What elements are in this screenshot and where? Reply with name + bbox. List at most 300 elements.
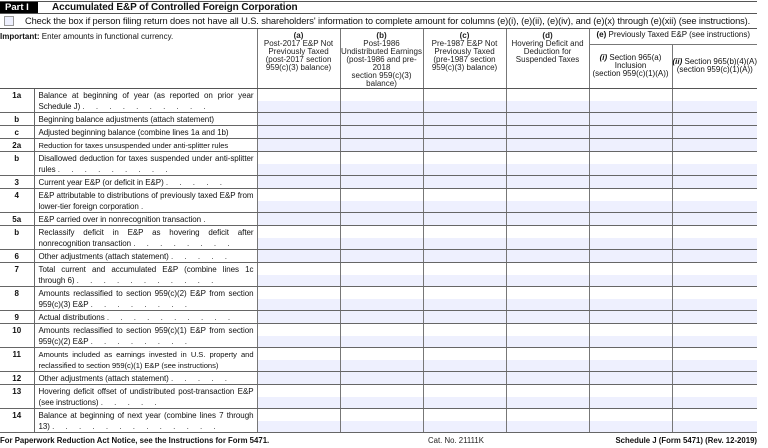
part-header bbox=[0, 2, 757, 14]
line-number: 11 bbox=[0, 348, 34, 372]
amount-input-e_i[interactable] bbox=[590, 397, 672, 408]
amount-cell-e_ii bbox=[672, 250, 757, 263]
line-description bbox=[34, 409, 257, 433]
column-header-line: (pre-1987 section bbox=[433, 55, 496, 64]
amount-cell-c bbox=[423, 287, 506, 311]
line-description bbox=[34, 189, 257, 213]
amount-cell-d bbox=[506, 152, 589, 176]
amount-input-d[interactable] bbox=[507, 275, 589, 286]
amount-cell-e_ii bbox=[672, 113, 757, 126]
amount-cell-e_ii bbox=[672, 385, 757, 409]
amount-input-e_ii[interactable] bbox=[673, 250, 758, 262]
amount-input-c[interactable] bbox=[424, 299, 506, 310]
leader-dots: . . . . . . . . . . . bbox=[76, 276, 218, 285]
column-e-ii-header bbox=[672, 44, 757, 88]
amount-input-e_ii[interactable] bbox=[673, 139, 758, 151]
line-text: Beginning balance adjustments (attach statement) bbox=[38, 115, 214, 124]
line-description bbox=[34, 176, 257, 189]
amount-cell-c bbox=[423, 213, 506, 226]
column-header-line: Previously Taxed bbox=[268, 47, 329, 56]
amount-cell-a bbox=[257, 176, 340, 189]
table-row bbox=[0, 324, 757, 348]
catalog-number: Cat. No. 21111K bbox=[428, 435, 484, 445]
amount-cell-c bbox=[423, 385, 506, 409]
column-letter: (d) bbox=[542, 31, 553, 40]
amount-input-e_ii[interactable] bbox=[673, 311, 758, 323]
amount-cell-d bbox=[506, 385, 589, 409]
amount-input-e_i[interactable] bbox=[590, 101, 672, 112]
amount-input-d[interactable] bbox=[507, 336, 589, 347]
column-letter: (a) bbox=[293, 31, 304, 40]
amount-input-e_ii[interactable] bbox=[673, 275, 758, 286]
amount-cell-a bbox=[257, 139, 340, 152]
amount-input-e_i[interactable] bbox=[590, 213, 672, 225]
line-description bbox=[34, 311, 257, 324]
amount-cell-c bbox=[423, 263, 506, 287]
line-description bbox=[34, 385, 257, 409]
amount-input-b[interactable] bbox=[341, 360, 423, 371]
amount-input-a[interactable] bbox=[258, 176, 340, 188]
amount-cell-d bbox=[506, 311, 589, 324]
line-description bbox=[34, 89, 257, 113]
amount-input-d[interactable] bbox=[507, 360, 589, 371]
line-description bbox=[34, 213, 257, 226]
amount-input-a[interactable] bbox=[258, 101, 340, 112]
line-text: Amounts reclassified to section 959(c)(2) E&P from section 959(c)(3) E&P bbox=[38, 289, 254, 309]
amount-cell-b bbox=[340, 287, 423, 311]
amount-input-e_ii[interactable] bbox=[673, 372, 758, 384]
amount-input-e_i[interactable] bbox=[590, 360, 672, 371]
amount-input-a[interactable] bbox=[258, 299, 340, 310]
amount-input-c[interactable] bbox=[424, 126, 506, 138]
amount-input-c[interactable] bbox=[424, 421, 506, 432]
amount-cell-a bbox=[257, 263, 340, 287]
line-number: b bbox=[0, 152, 34, 176]
amount-input-b[interactable] bbox=[341, 372, 423, 384]
amount-cell-d bbox=[506, 113, 589, 126]
amount-input-b[interactable] bbox=[341, 126, 423, 138]
amount-cell-d bbox=[506, 176, 589, 189]
amount-input-e_i[interactable] bbox=[590, 311, 672, 323]
amount-cell-a bbox=[257, 324, 340, 348]
amount-input-a[interactable] bbox=[258, 164, 340, 175]
table-row bbox=[0, 263, 757, 287]
amount-cell-c bbox=[423, 250, 506, 263]
leader-dots: . . . . . . . . bbox=[90, 337, 192, 346]
amount-input-b[interactable] bbox=[341, 101, 423, 112]
leader-dots: . . . . . bbox=[170, 374, 232, 383]
amount-input-a[interactable] bbox=[258, 126, 340, 138]
amount-input-e_i[interactable] bbox=[590, 126, 672, 138]
line-text: Other adjustments (attach statement) bbox=[38, 374, 169, 383]
amount-input-d[interactable] bbox=[507, 299, 589, 310]
amount-cell-d bbox=[506, 348, 589, 372]
line-text: Reduction for taxes unsuspended under anti-splitter rules bbox=[38, 141, 229, 150]
amount-input-e_i[interactable] bbox=[590, 201, 672, 212]
leader-dots: . . . . . bbox=[170, 252, 232, 261]
amount-cell-e_ii bbox=[672, 311, 757, 324]
amount-input-d[interactable] bbox=[507, 238, 589, 249]
amount-cell-d bbox=[506, 409, 589, 433]
line-number: 9 bbox=[0, 311, 34, 324]
line-description bbox=[34, 348, 257, 372]
line-number: 4 bbox=[0, 189, 34, 213]
line-number: 3 bbox=[0, 176, 34, 189]
amount-input-d[interactable] bbox=[507, 311, 589, 323]
line-number: b bbox=[0, 113, 34, 126]
column-header-line: section 959(c)(3) balance) bbox=[351, 71, 412, 88]
amount-input-b[interactable] bbox=[341, 275, 423, 286]
amount-input-a[interactable] bbox=[258, 250, 340, 262]
line-number: 8 bbox=[0, 287, 34, 311]
checkbox-label: Check the box if person filing return does not have all U.S. shareholders' information to complete amount for columns (e)(i), (e)(ii), (e)(iv), and (e)(x) through (e)(xii) (see instructions). bbox=[25, 16, 751, 26]
table-row bbox=[0, 189, 757, 213]
amount-input-d[interactable] bbox=[507, 126, 589, 138]
line-text: Amounts included as earnings invested in U.S. property and reclassified to section 959(c)(1) E&P (see instructions) bbox=[38, 350, 254, 370]
amount-cell-a bbox=[257, 189, 340, 213]
amount-input-e_ii[interactable] bbox=[673, 164, 758, 175]
line-description bbox=[34, 113, 257, 126]
amount-input-d[interactable] bbox=[507, 164, 589, 175]
amount-cell-c bbox=[423, 139, 506, 152]
amount-input-a[interactable] bbox=[258, 113, 340, 125]
line-text: Other adjustments (attach statement) bbox=[38, 252, 169, 261]
amount-input-b[interactable] bbox=[341, 311, 423, 323]
leader-dots: . . . . . . . . bbox=[90, 300, 192, 309]
amount-cell-e_ii bbox=[672, 126, 757, 139]
amount-input-e_i[interactable] bbox=[590, 113, 672, 125]
amount-input-c[interactable] bbox=[424, 201, 506, 212]
column-d-header bbox=[506, 29, 589, 89]
amount-cell-e_ii bbox=[672, 287, 757, 311]
amount-input-c[interactable] bbox=[424, 238, 506, 249]
table-row bbox=[0, 226, 757, 250]
amount-cell-d bbox=[506, 324, 589, 348]
amount-cell-b bbox=[340, 385, 423, 409]
leader-dots: . bbox=[141, 202, 148, 211]
amount-cell-b bbox=[340, 226, 423, 250]
table-row bbox=[0, 176, 757, 189]
amount-input-d[interactable] bbox=[507, 176, 589, 188]
amount-input-e_i[interactable] bbox=[590, 299, 672, 310]
column-a-header bbox=[257, 29, 340, 89]
table-body bbox=[0, 89, 757, 433]
amount-input-e_ii[interactable] bbox=[673, 397, 758, 408]
amount-input-e_ii[interactable] bbox=[673, 213, 758, 225]
line-text: Balance at beginning of next year (combine lines 7 through 13) bbox=[38, 411, 254, 431]
amount-cell-c bbox=[423, 176, 506, 189]
line-description bbox=[34, 287, 257, 311]
amount-cell-c bbox=[423, 113, 506, 126]
amount-input-d[interactable] bbox=[507, 101, 589, 112]
amount-cell-d bbox=[506, 139, 589, 152]
leader-dots: . . . . . . . . bbox=[133, 239, 235, 248]
amount-input-d[interactable] bbox=[507, 213, 589, 225]
amount-input-c[interactable] bbox=[424, 164, 506, 175]
column-header-line: 959(c)(3) balance) bbox=[265, 63, 332, 72]
amount-cell-e_i bbox=[589, 385, 672, 409]
amount-input-d[interactable] bbox=[507, 113, 589, 125]
amount-cell-a bbox=[257, 348, 340, 372]
amount-cell-e_i bbox=[589, 126, 672, 139]
amount-input-c[interactable] bbox=[424, 213, 506, 225]
line-description bbox=[34, 152, 257, 176]
leader-dots: . . . . . . . . . . bbox=[106, 313, 235, 322]
line-number: 7 bbox=[0, 263, 34, 287]
amount-input-e_ii[interactable] bbox=[673, 336, 758, 347]
amount-cell-b bbox=[340, 213, 423, 226]
amount-input-a[interactable] bbox=[258, 311, 340, 323]
amount-input-a[interactable] bbox=[258, 275, 340, 286]
amount-input-c[interactable] bbox=[424, 113, 506, 125]
amount-input-a[interactable] bbox=[258, 360, 340, 371]
amount-input-e_i[interactable] bbox=[590, 275, 672, 286]
amount-cell-d bbox=[506, 263, 589, 287]
leader-dots: . . . . . bbox=[100, 398, 162, 407]
amount-input-a[interactable] bbox=[258, 213, 340, 225]
amount-cell-e_ii bbox=[672, 152, 757, 176]
amount-input-c[interactable] bbox=[424, 176, 506, 188]
accumulated-ep-table bbox=[0, 29, 757, 433]
column-header-line: Post-2017 E&P Not bbox=[263, 39, 334, 48]
amount-cell-e_i bbox=[589, 287, 672, 311]
line-number: 14 bbox=[0, 409, 34, 433]
line-description bbox=[34, 263, 257, 287]
amount-input-c[interactable] bbox=[424, 360, 506, 371]
amount-input-c[interactable] bbox=[424, 397, 506, 408]
amount-input-e_i[interactable] bbox=[590, 336, 672, 347]
amount-input-b[interactable] bbox=[341, 421, 423, 432]
amount-input-c[interactable] bbox=[424, 139, 506, 151]
leader-dots: . bbox=[203, 215, 210, 224]
amount-cell-a bbox=[257, 126, 340, 139]
amount-input-e_ii[interactable] bbox=[673, 421, 758, 432]
line-description bbox=[34, 126, 257, 139]
column-header-line: Post-1986 bbox=[363, 39, 400, 48]
amount-input-e_ii[interactable] bbox=[673, 113, 758, 125]
amount-cell-e_ii bbox=[672, 226, 757, 250]
amount-input-a[interactable] bbox=[258, 372, 340, 384]
amount-input-e_i[interactable] bbox=[590, 139, 672, 151]
subcolumn-header-line: Inclusion bbox=[614, 61, 647, 71]
amount-cell-a bbox=[257, 409, 340, 433]
amount-cell-e_ii bbox=[672, 176, 757, 189]
amount-input-b[interactable] bbox=[341, 238, 423, 249]
line-number: 5a bbox=[0, 213, 34, 226]
amount-input-a[interactable] bbox=[258, 421, 340, 432]
amount-input-e_ii[interactable] bbox=[673, 299, 758, 310]
amount-input-e_i[interactable] bbox=[590, 421, 672, 432]
line-number: 10 bbox=[0, 324, 34, 348]
amount-input-a[interactable] bbox=[258, 201, 340, 212]
paperwork-notice: For Paperwork Reduction Act Notice, see the Instructions for Form 5471. bbox=[0, 435, 270, 445]
amount-cell-e_i bbox=[589, 213, 672, 226]
table-row bbox=[0, 139, 757, 152]
amount-cell-e_ii bbox=[672, 89, 757, 113]
amount-cell-e_i bbox=[589, 189, 672, 213]
column-letter: (b) bbox=[376, 31, 387, 40]
table-row bbox=[0, 89, 757, 113]
column-header-line: (post-2017 section bbox=[265, 55, 332, 64]
line-text: Reclassify deficit in E&P as hovering deficit after nonrecognition transaction bbox=[38, 228, 254, 248]
table-row bbox=[0, 348, 757, 372]
amount-cell-b bbox=[340, 176, 423, 189]
amount-input-c[interactable] bbox=[424, 275, 506, 286]
amount-input-e_i[interactable] bbox=[590, 176, 672, 188]
column-header-line: (post-1986 and pre-2018 bbox=[346, 55, 417, 72]
amount-cell-e_i bbox=[589, 372, 672, 385]
line-number: 13 bbox=[0, 385, 34, 409]
amount-cell-e_ii bbox=[672, 189, 757, 213]
amount-cell-b bbox=[340, 89, 423, 113]
column-e-group-header: (e) Previously Taxed E&P (see instructions) bbox=[589, 29, 757, 44]
amount-cell-a bbox=[257, 250, 340, 263]
amount-input-e_ii[interactable] bbox=[673, 176, 758, 188]
table-row bbox=[0, 311, 757, 324]
amount-input-a[interactable] bbox=[258, 336, 340, 347]
line-text: Disallowed deduction for taxes suspended under anti-splitter rules bbox=[38, 154, 254, 174]
amount-input-b[interactable] bbox=[341, 250, 423, 262]
amount-cell-b bbox=[340, 139, 423, 152]
amount-input-c[interactable] bbox=[424, 336, 506, 347]
amount-cell-b bbox=[340, 409, 423, 433]
table-row bbox=[0, 126, 757, 139]
amount-input-b[interactable] bbox=[341, 176, 423, 188]
line-number: 12 bbox=[0, 372, 34, 385]
column-header-line: Pre-1987 E&P Not bbox=[431, 39, 498, 48]
amount-cell-b bbox=[340, 372, 423, 385]
amount-cell-e_i bbox=[589, 226, 672, 250]
amount-cell-e_ii bbox=[672, 324, 757, 348]
amount-input-e_i[interactable] bbox=[590, 372, 672, 384]
amount-cell-e_i bbox=[589, 263, 672, 287]
part-title: Accumulated E&P of Controlled Foreign Corporation bbox=[52, 2, 298, 13]
amount-input-e_ii[interactable] bbox=[673, 101, 758, 112]
amount-cell-e_i bbox=[589, 348, 672, 372]
line-number: b bbox=[0, 226, 34, 250]
amount-cell-d bbox=[506, 250, 589, 263]
part-label: Part I bbox=[0, 2, 38, 13]
amount-input-b[interactable] bbox=[341, 164, 423, 175]
column-header-line: Previously Taxed bbox=[434, 47, 495, 56]
amount-input-e_i[interactable] bbox=[590, 250, 672, 262]
amount-cell-c bbox=[423, 226, 506, 250]
amount-cell-e_ii bbox=[672, 213, 757, 226]
form-identifier: Schedule J (Form 5471) (Rev. 12-2019) bbox=[615, 435, 757, 445]
leader-dots: . . . . . . . . . . bbox=[82, 102, 211, 111]
line-text: E&P carried over in nonrecognition transaction bbox=[38, 215, 202, 224]
amount-input-d[interactable] bbox=[507, 421, 589, 432]
table-row bbox=[0, 372, 757, 385]
missing-info-checkbox[interactable] bbox=[4, 16, 14, 26]
amount-input-b[interactable] bbox=[341, 299, 423, 310]
amount-input-a[interactable] bbox=[258, 397, 340, 408]
amount-cell-e_ii bbox=[672, 263, 757, 287]
amount-input-e_i[interactable] bbox=[590, 164, 672, 175]
table-row bbox=[0, 113, 757, 126]
amount-cell-a bbox=[257, 372, 340, 385]
amount-input-e_ii[interactable] bbox=[673, 360, 758, 371]
amount-cell-b bbox=[340, 348, 423, 372]
subcolumn-header-line: (section 959(c)(1)(A)) bbox=[676, 65, 753, 75]
amount-input-a[interactable] bbox=[258, 238, 340, 249]
amount-input-c[interactable] bbox=[424, 101, 506, 112]
amount-input-b[interactable] bbox=[341, 139, 423, 151]
amount-input-e_ii[interactable] bbox=[673, 201, 758, 212]
amount-input-b[interactable] bbox=[341, 201, 423, 212]
amount-cell-e_ii bbox=[672, 372, 757, 385]
amount-input-c[interactable] bbox=[424, 372, 506, 384]
column-b-header bbox=[340, 29, 423, 89]
amount-cell-c bbox=[423, 311, 506, 324]
amount-input-a[interactable] bbox=[258, 139, 340, 151]
table-row bbox=[0, 152, 757, 176]
amount-cell-b bbox=[340, 189, 423, 213]
amount-input-b[interactable] bbox=[341, 113, 423, 125]
amount-cell-a bbox=[257, 89, 340, 113]
amount-input-c[interactable] bbox=[424, 311, 506, 323]
amount-input-e_i[interactable] bbox=[590, 238, 672, 249]
column-e-i-header bbox=[589, 44, 672, 88]
amount-cell-c bbox=[423, 152, 506, 176]
column-header-line: Deduction for bbox=[523, 47, 572, 56]
amount-input-e_ii[interactable] bbox=[673, 238, 758, 249]
amount-cell-d bbox=[506, 226, 589, 250]
table-row bbox=[0, 250, 757, 263]
amount-cell-b bbox=[340, 324, 423, 348]
amount-cell-d bbox=[506, 287, 589, 311]
line-text: Balance at beginning of year (as reported on prior year Schedule J) bbox=[38, 91, 254, 111]
important-note: Important: Enter amounts in functional currency. bbox=[0, 29, 257, 89]
amount-cell-b bbox=[340, 311, 423, 324]
subcolumn-header-line: (ii) Section 965(b)(4)(A) bbox=[672, 57, 757, 67]
amount-input-b[interactable] bbox=[341, 336, 423, 347]
amount-cell-c bbox=[423, 189, 506, 213]
line-text: Adjusted beginning balance (combine lines 1a and 1b) bbox=[38, 128, 229, 137]
amount-cell-e_i bbox=[589, 176, 672, 189]
amount-cell-a bbox=[257, 226, 340, 250]
amount-input-d[interactable] bbox=[507, 201, 589, 212]
amount-cell-b bbox=[340, 250, 423, 263]
missing-info-checkbox-row bbox=[0, 14, 757, 29]
amount-input-d[interactable] bbox=[507, 372, 589, 384]
amount-cell-d bbox=[506, 126, 589, 139]
table-row bbox=[0, 287, 757, 311]
table-row bbox=[0, 385, 757, 409]
amount-input-d[interactable] bbox=[507, 250, 589, 262]
amount-input-e_ii[interactable] bbox=[673, 126, 758, 138]
amount-cell-e_i bbox=[589, 324, 672, 348]
line-description bbox=[34, 324, 257, 348]
amount-cell-e_ii bbox=[672, 348, 757, 372]
amount-cell-e_i bbox=[589, 152, 672, 176]
amount-cell-a bbox=[257, 113, 340, 126]
amount-cell-e_ii bbox=[672, 409, 757, 433]
amount-cell-a bbox=[257, 385, 340, 409]
column-header-line: Undistributed Earnings bbox=[341, 47, 422, 56]
amount-input-c[interactable] bbox=[424, 250, 506, 262]
amount-input-b[interactable] bbox=[341, 397, 423, 408]
amount-cell-d bbox=[506, 372, 589, 385]
amount-input-b[interactable] bbox=[341, 213, 423, 225]
column-header-line: Suspended Taxes bbox=[515, 55, 580, 64]
line-number: 1a bbox=[0, 89, 34, 113]
line-text: Amounts reclassified to section 959(c)(1) E&P from section 959(c)(2) E&P bbox=[38, 326, 254, 346]
amount-input-d[interactable] bbox=[507, 397, 589, 408]
amount-input-d[interactable] bbox=[507, 139, 589, 151]
line-description bbox=[34, 139, 257, 152]
table-row bbox=[0, 409, 757, 433]
